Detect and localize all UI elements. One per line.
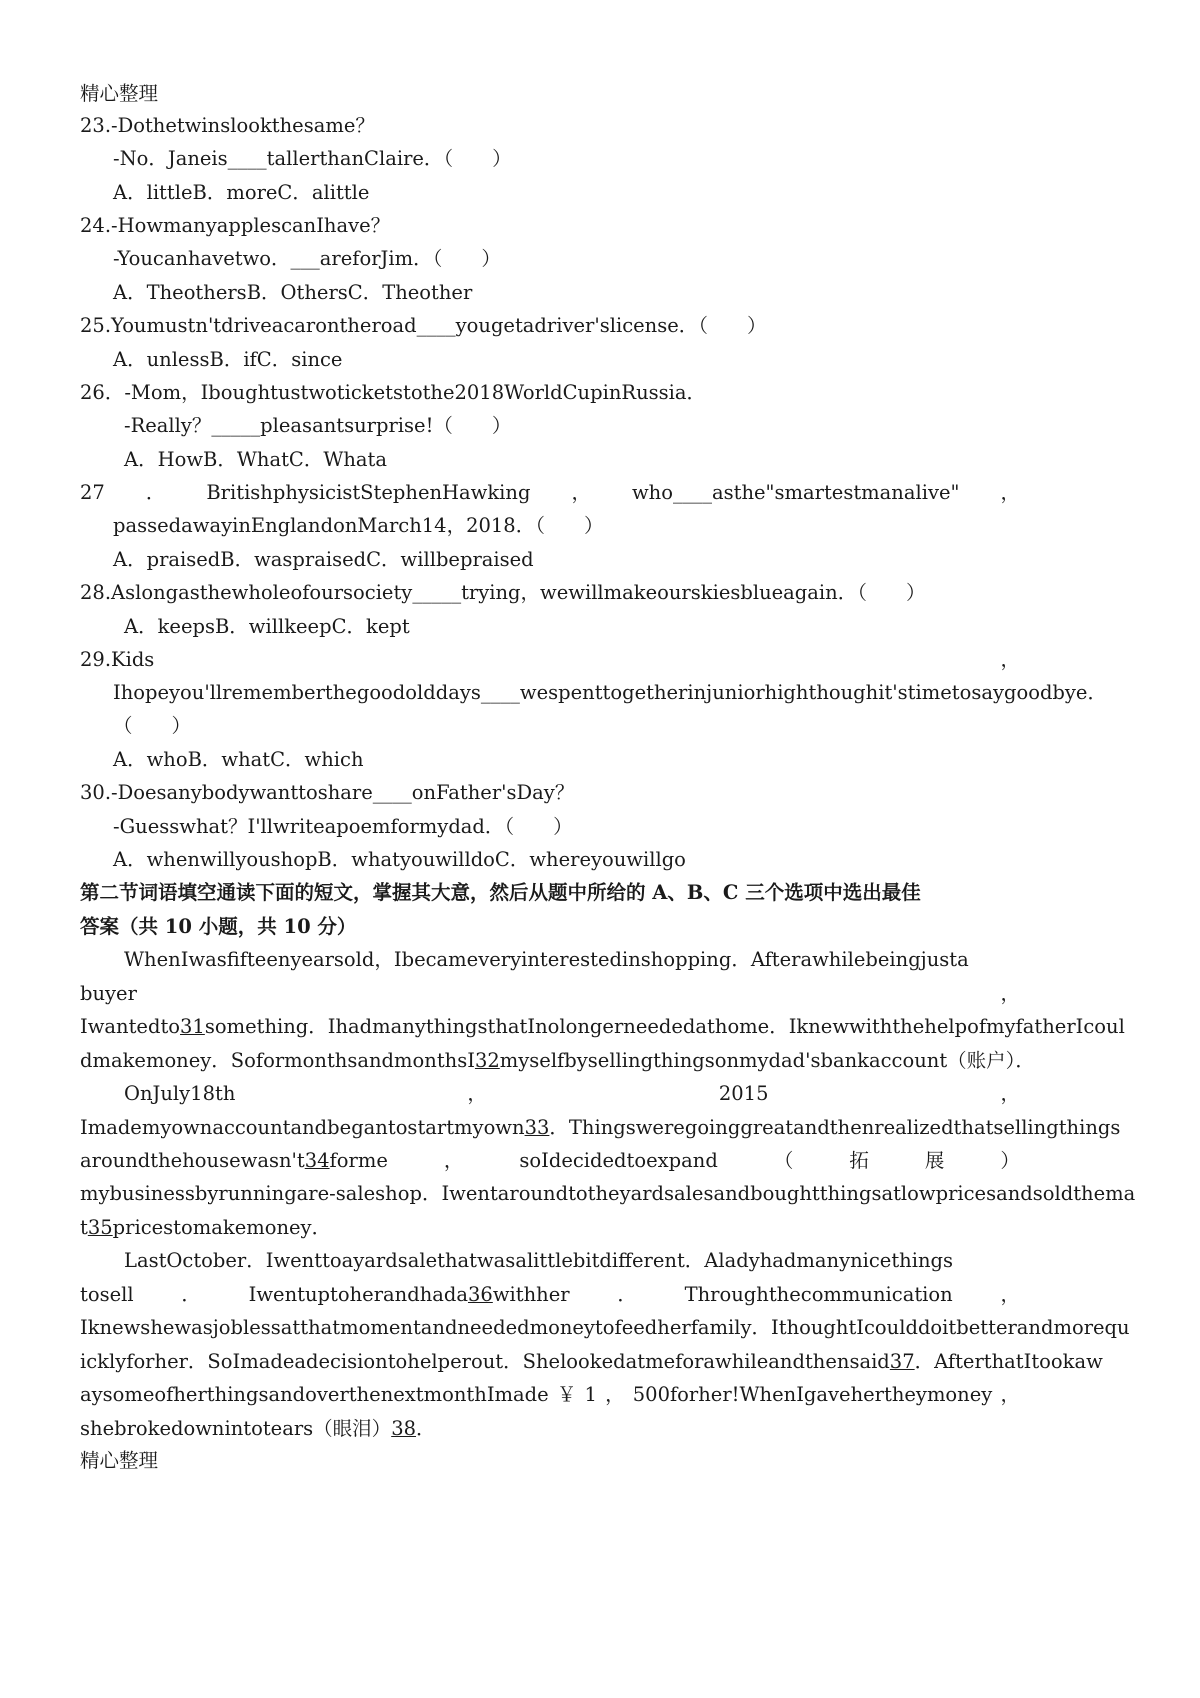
question-28-options: A．keepsB．willkeepC．kept (124, 615, 410, 638)
question-29-stem-cont: Ihopeyou'llrememberthegoodolddays____wespenttogetherinjuniorhighthoughit'stimetosaygoodbye ． (113, 681, 1107, 704)
q27-number: 27 (80, 481, 105, 504)
section-2-title: 第二节词语填空通读下面的短文，掌握其大意，然后从题中所给的 A、B、C 三个选项中选出最佳 (80, 881, 921, 904)
question-30-options: A．whenwillyoushopB．whatyouwilldoC．whereyouwillgo (113, 848, 686, 871)
page-header: 精心整理 (80, 82, 159, 105)
passage-line: mybusinessbyrunningare-saleshop．Iwentaroundtotheyardsalesandboughtthingsatlowpricesandsoldthema (80, 1182, 1136, 1205)
question-27-options: A．praisedB．waspraisedC．willbepraised (113, 548, 534, 571)
question-29-stem: 29.Kids ， (80, 648, 1020, 671)
question-25-stem: 25.Youmustn'tdriveacarontheroad____yougetadriver'slicense．（ ） (80, 314, 767, 337)
passage-line: icklyforher．SoImadeadecisiontohelperout．Shelookedatmeforawhileandthensaid37．AfterthatItookaw (80, 1350, 1103, 1373)
section-2-title-cont: 答案（共 10 小题，共 10 分） (80, 915, 357, 938)
question-27-stem: 27 ． BritishphysicistStephenHawking ， who____asthe"smartestmanalive" ， (80, 481, 1020, 504)
passage-line: shebrokedownintotears（眼泪）38． (80, 1417, 436, 1440)
page-footer: 精心整理 (80, 1449, 159, 1472)
question-26-stem: 26．-Mom，Iboughtustwoticketstothe2018WorldCupinRussia． (80, 381, 706, 404)
blank-36: 36 (467, 1283, 493, 1306)
passage-line: LastOctober．Iwenttoayardsalethatwasalittlebitdifferent．Aladyhadmanynicethings (124, 1249, 954, 1272)
question-26-options: A．HowB．WhatC．Whata (124, 448, 388, 471)
passage-line: tosell ． Iwentuptoherandhada36withher ． Throughthecommunication ， (80, 1283, 1020, 1306)
blank-34: 34 (304, 1149, 330, 1172)
question-29-paren: （ ） (113, 714, 192, 737)
passage-line: WhenIwasfifteenyearsold，Ibecameveryinterestedinshopping．Afterawhilebeingjusta (124, 948, 969, 971)
question-24-reply: -Youcanhavetwo．___areforJim．（ ） (113, 247, 501, 270)
question-25-options: A．unlessB．ifC．since (113, 348, 343, 371)
passage-line: dmakemoney．SoformonthsandmonthsI32myselfbysellingthingsonmydad'sbankaccount（账户）． (80, 1049, 1035, 1072)
blank-38: 38 (391, 1417, 417, 1440)
blank-32: 32 (474, 1049, 500, 1072)
passage-line: aysomeofherthingsandoverthenextmonthImade ￥ 1 ， 500forher!WhenIgavehertheymoney ， (80, 1383, 1020, 1406)
question-30-reply: -Guesswhat？I'llwriteapoemformydad．（ ） (113, 815, 573, 838)
question-23-reply: -No．Janeis____tallerthanClaire．（ ） (113, 147, 512, 170)
passage-line: t35pricestomakemoney． (80, 1216, 332, 1239)
passage-line: Iknewshewasjoblessatthatmomentandneededmoneytofeedherfamily．IthoughtIcoulddoitbetterandmorequ (80, 1316, 1130, 1339)
question-23-stem: 23.-Dothetwinslookthesame？ (80, 114, 375, 137)
passage-line: Iwantedto31something．IhadmanythingsthatInolongerneededathome．IknewwiththehelpofmyfatherIcoul (80, 1015, 1125, 1038)
blank-31: 31 (180, 1015, 205, 1038)
blank-37: 37 (889, 1350, 915, 1373)
question-27-stem-cont: passedawayinEnglandonMarch14，2018．（ ） (113, 514, 604, 537)
question-26-reply: -Really？_____pleasantsurprise!（ ） (124, 414, 512, 437)
question-30-stem: 30.-Doesanybodywanttoshare____onFather'sDay？ (80, 781, 575, 804)
question-28-stem: 28.Aslongasthewholeofoursociety_____trying，wewillmakeourskiesblueagain．（ ） (80, 581, 926, 604)
passage-line: Imademyownaccountandbegantostartmyown33．Thingsweregoinggreatandthenrealizedthatsellingthings (80, 1116, 1121, 1139)
question-24-stem: 24.-HowmanyapplescanIhave？ (80, 214, 391, 237)
question-24-options: A．TheothersB．OthersC．Theother (113, 281, 473, 304)
passage-line: aroundthehousewasn't34forme ， soIdecidedtoexpand （ 拓 展 ） (80, 1149, 1020, 1172)
passage-line: OnJuly18th ， 2015 ， (124, 1082, 1020, 1105)
question-29-options: A．whoB．whatC．which (113, 748, 364, 771)
question-23-options: A．littleB．moreC．alittle (113, 181, 370, 204)
blank-33: 33 (524, 1116, 550, 1139)
blank-35: 35 (87, 1216, 113, 1239)
passage-line: buyer ， (80, 982, 1020, 1005)
